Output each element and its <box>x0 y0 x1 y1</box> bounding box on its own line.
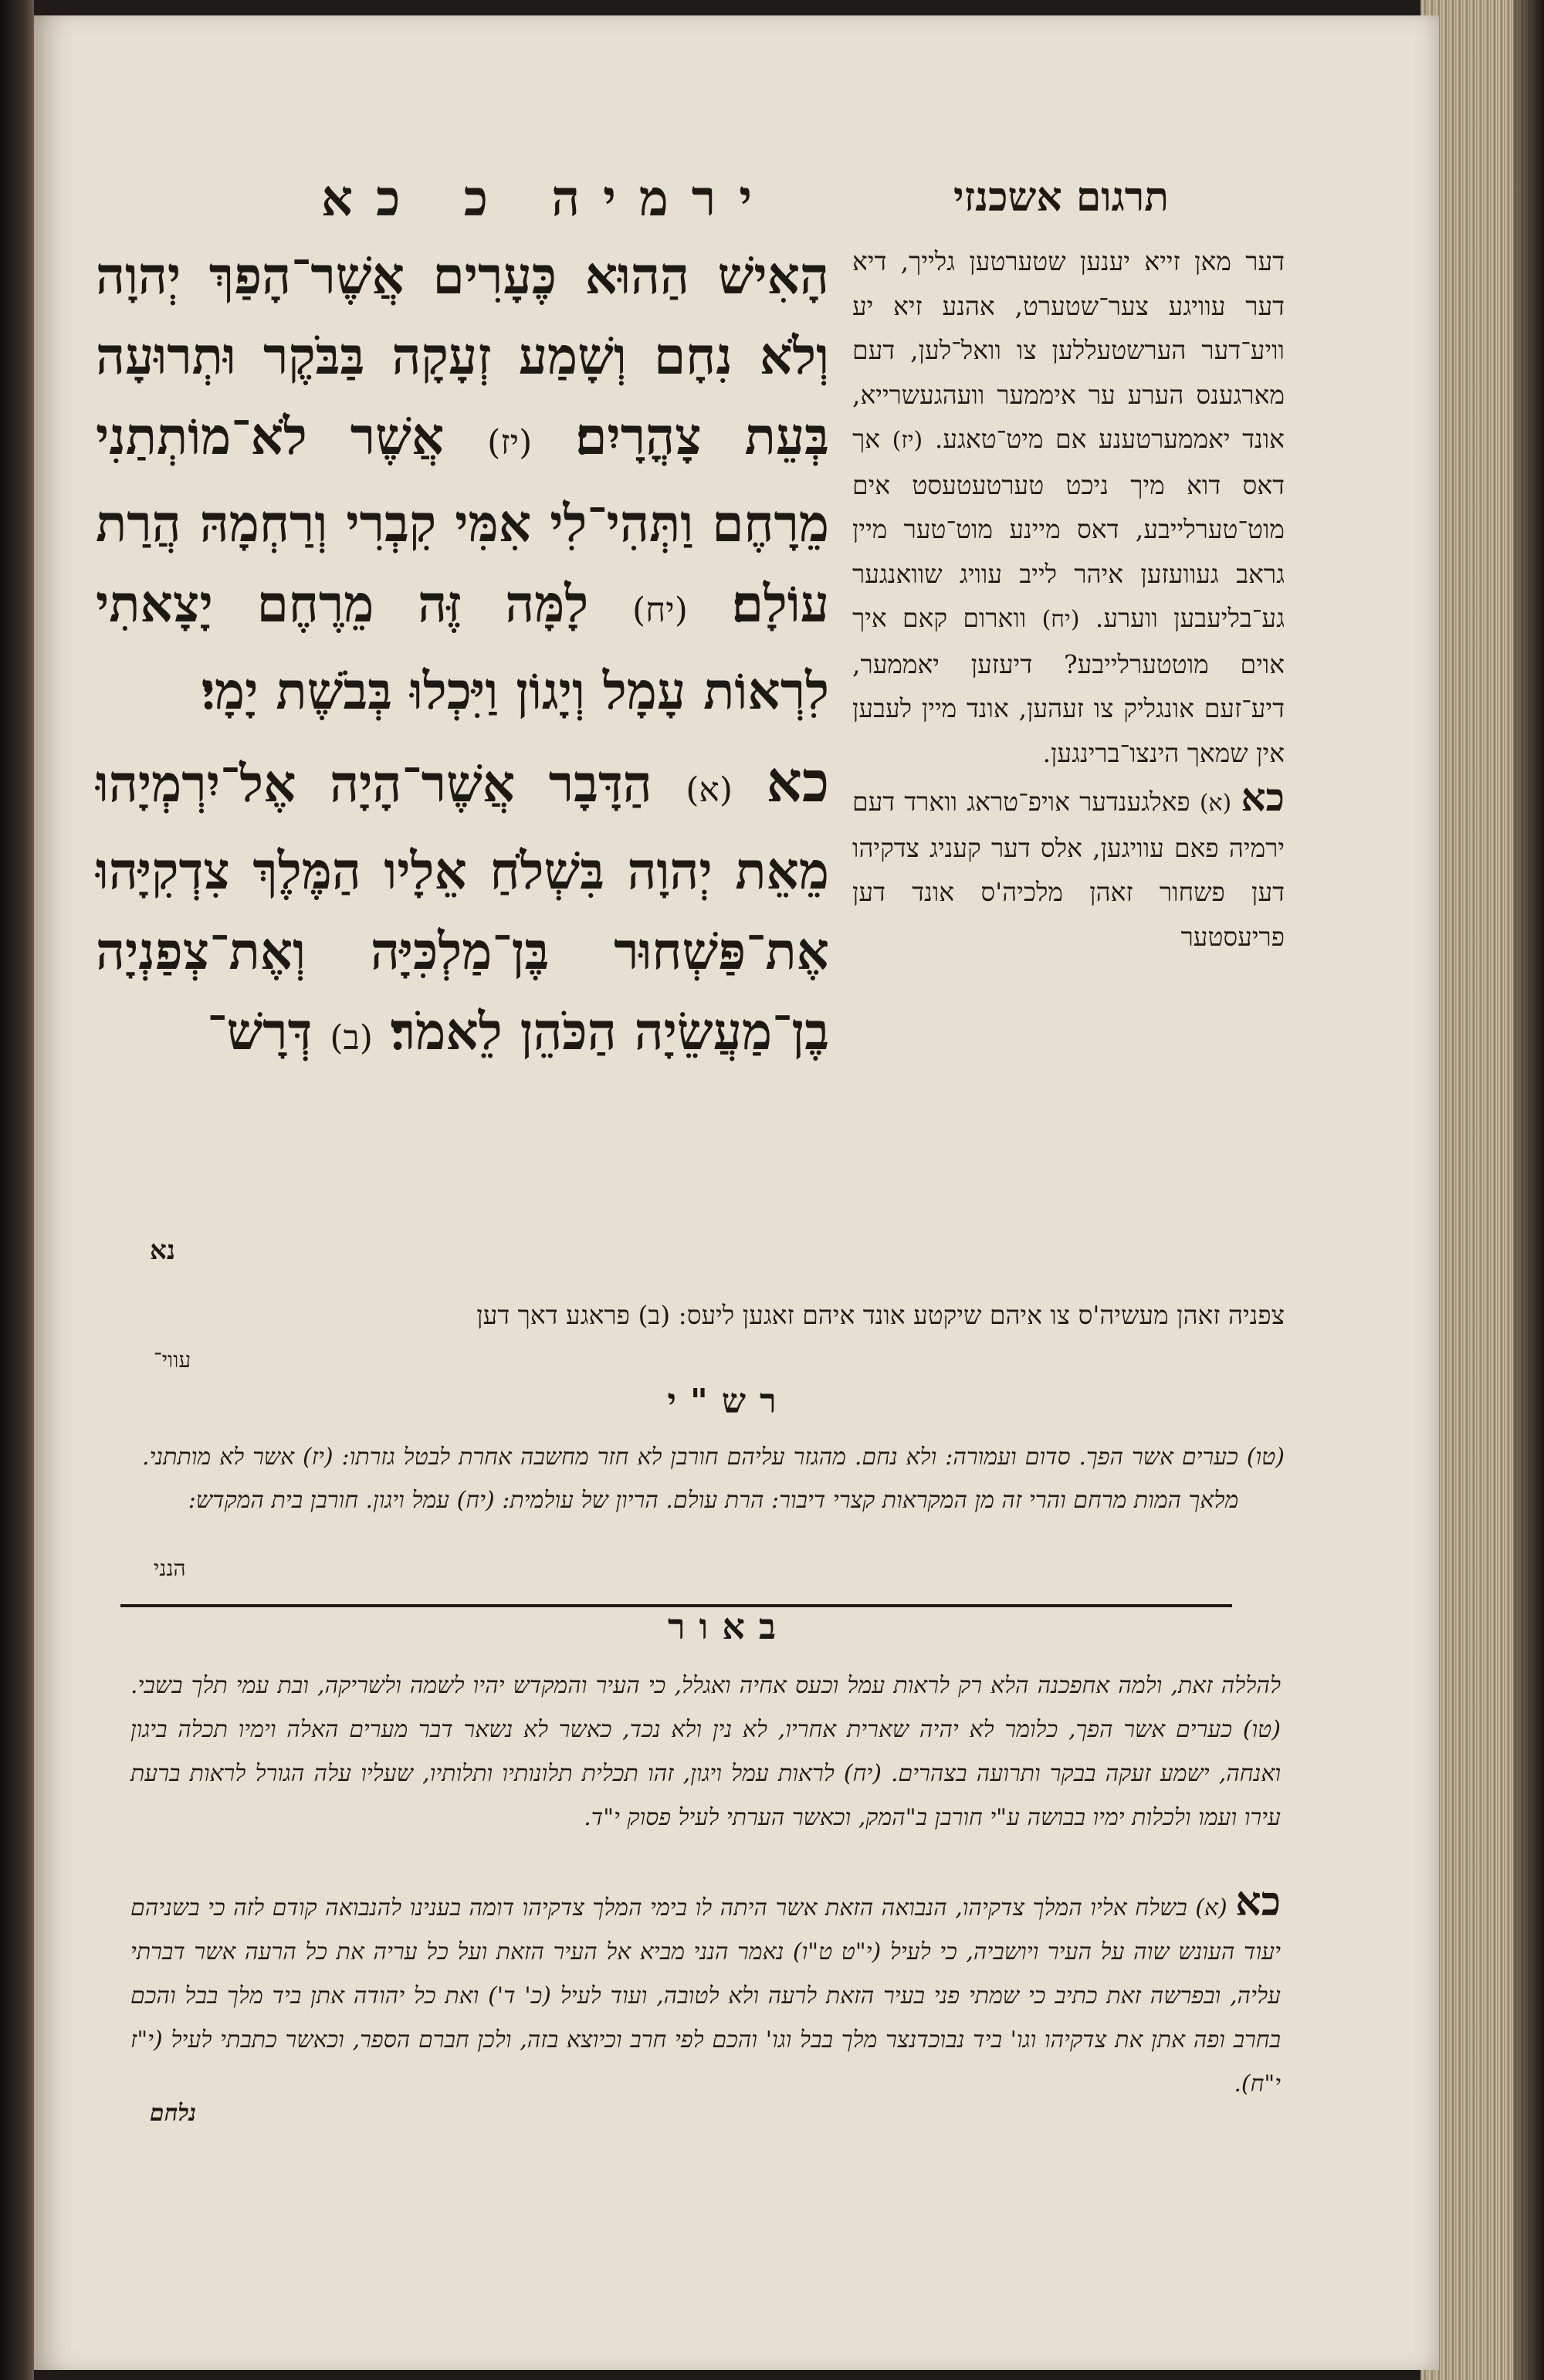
running-head-targum: תרגום אשכנזי <box>953 174 1169 221</box>
targum-column <box>852 239 1285 959</box>
running-head-book-chapter: ירמיה כ כא <box>321 170 775 228</box>
targum-text-a: דער מאן זייא יענען שטערטען גלייך, דיא דער עוויגע צער־שטערט, אהנע זיא יע וויע־דער הערשטעללען צו וואל־לען, דעם מארגענס הערע ער איממער וועהגעשרייא, אונד יאממערטענע אם מיט־טאגע. <box>852 246 1285 454</box>
catchword-targum: עווי־ <box>154 1347 191 1373</box>
targum-text-b: אך דאס דוא מיך ניכט טערטעטעסט אים מוט־טערלייבע, דאס מיינע מוט־טער מיין גראב געוועזען איהר לייב עוויג שוואנגער גע־בליעבען ווערע. <box>852 424 1285 633</box>
hebrew-scripture-column <box>96 235 829 1078</box>
verse-1-text: הַדָּבָר אֲשֶׁר־הָיָה אֶל־יִרְמְיָהוּ מֵאֵת יְהוָה בִּשְׁלֹחַ אֵלָיו הַמֶּלֶךְ צִדְקִיָּהוּ אֶת־פַּשְׁחוּר בֶּן־מַלְכִּיָּה וְאֶת־צְפַנְיָה בֶן־מַעֲשֵׂיָה הַכֹּהֵן לֵאמֹר׃ <box>96 753 829 1061</box>
biur-paragraph-1: להללה זאת, ולמה אחפכנה הלא רק לראות עמל וכעס אחיה ואגלל, כי העיר והמקדש יהיו לשמה ולשריקה, ובת עמי תלך בשבי. (טו) כערים אשר הפך, כלומר לא יהיה שארית אחריו, לא נין ולא נכד, כאשר לא נשאר דבר מערים האלה וימיו תכלה ביגון ואנחה, ישמע זעקה בבקר ותרועה בצהרים. (יח) לראות עמל ויגון, זהו תכלית תלונותיו ותלותיו, שעליו עלה הגורל לראות ברעת עירו ועמו ולכלות ימיו בבושה ע"י חורבן ב"המק, וכאשר הערתי לעיל פסוק י"ד. <box>130 1672 1281 1831</box>
targum-continuation-end: פראגע דאך דען <box>476 1300 630 1330</box>
chapter-21-block <box>96 742 829 1078</box>
catchword-rashi: הנני <box>154 1556 186 1581</box>
verse-1-number: (א) <box>686 770 733 810</box>
biur-paragraph-2 <box>130 1880 1281 2106</box>
book-gutter-shadow <box>0 0 34 2380</box>
catchword-biur: נלחם <box>150 2100 197 2127</box>
rashi-heading: רש"י <box>667 1382 791 1421</box>
biur-chapter-label: כא <box>1235 1878 1281 1925</box>
book-page-edges <box>1420 0 1544 2380</box>
verse-17-text: אֲשֶׁר לֹא־מוֹתְתַנִי מֵרָחֶם וַתְּהִי־לִי אִמִּי קִבְרִי וְרַחְמָהּ הֲרַת עוֹלָם׃ <box>96 406 829 634</box>
targum-continuation-text: צפניה זאהן מעשיה'ס צו איהם שיקטע אונד איהם זאגען ליעס: <box>678 1300 1285 1330</box>
catchword-main: נא <box>150 1235 175 1266</box>
rashi-commentary: (טו) כערים אשר הפך. סדום ועמורה: ולא נחם. מהגזר עליהם חורבן לא חזר מחשבה אחרת לבטל גזרתו: (יז) אשר לא מותתני. מלאך המות מרחם והרי זה מן המקראות קצרי דיבור: הרת עולם. הריון של עולמית: (יח) עמל ויגון. חורבן בית המקדש: <box>142 1444 1285 1514</box>
verse-18-text: לָמָּה זֶּה מֵרֶחֶם יָצָאתִי לִרְאוֹת עָמָל וְיָגוֹן וַיִּכְלוּ בְּבֹשֶׁת יָמָי׃ <box>96 574 829 721</box>
chapter-label: כא <box>766 749 830 814</box>
targum-verse-18-number: (יח) <box>1041 606 1080 633</box>
verse-18-number: (יח) <box>632 591 688 630</box>
targum-verse-1-number: (א) <box>1199 790 1232 817</box>
verse-17-number: (יז) <box>487 423 533 462</box>
targum-text-c: ווארום קאם איך אוים מוטטערלייבע? דיעזען יאממער, דיע־זעם אונגליק צו זעהען, אונד מיין לעבען אין שמאך הינצו־ברינגען. <box>852 603 1285 768</box>
targum-verse-2-number: (ב) <box>638 1300 671 1330</box>
targum-text-d: פאלגענדער אויפ־טראג ווארד דעם ירמיה פאם עוויגען, אלס דער קעניג צדקיהו דען פשחור זאהן מלכיה'ס אונד דען פריעסטער <box>852 787 1285 952</box>
targum-verse-17-number: (יז) <box>892 427 923 454</box>
verse-2-text: דְּרָשׁ־ <box>207 1001 313 1061</box>
biur-heading: באור <box>667 1606 791 1647</box>
targum-chapter-label: כא <box>1241 774 1285 820</box>
verse-2-number: (ב) <box>330 1018 373 1058</box>
book-page <box>34 15 1439 2370</box>
biur-paragraph-2-text: (א) בשלח אליו המלך צדקיהו, הנבואה הזאת אשר היתה לו בימי המלך צדקיהו דומה בענינו להנבואה קודם לזה כי בשניהם יעוד העונש שוה על העיר ויושביה, כי לעיל (י"ט ט"ו) נאמר הנני מביא אל העיר הזאת ועל כל עריה את כל הרעה אשר דברתי עליה, ובפרשה זאת כתיב כי שמתי פני בעיר הזאת לרעה ולא לטובה, ועוד לעיל (כ' ד') ואת כל יהודה אתן ביד מלך בבל והכם בחרב ופה אתן את צדקיהו וגו' ביד נבוכדנצר מלך בבל וגו' והכם לפי חרב וכיוצא בזה, ולכן חברם הספר, וכאשר כתבתי לעיל (י"ז י"ח). <box>130 1894 1281 2097</box>
targum-continuation <box>138 1293 1285 1338</box>
verse-16-text: הָאִישׁ הַהוּא כֶּעָרִים אֲשֶׁר־הָפַךְ יְהוָה וְלֹא נִחָם וְשָׁמַע זְעָקָה בַּבֹּקֶר וּתְרוּעָה בְּעֵת צָהֳרָיִם׃ <box>96 245 829 466</box>
